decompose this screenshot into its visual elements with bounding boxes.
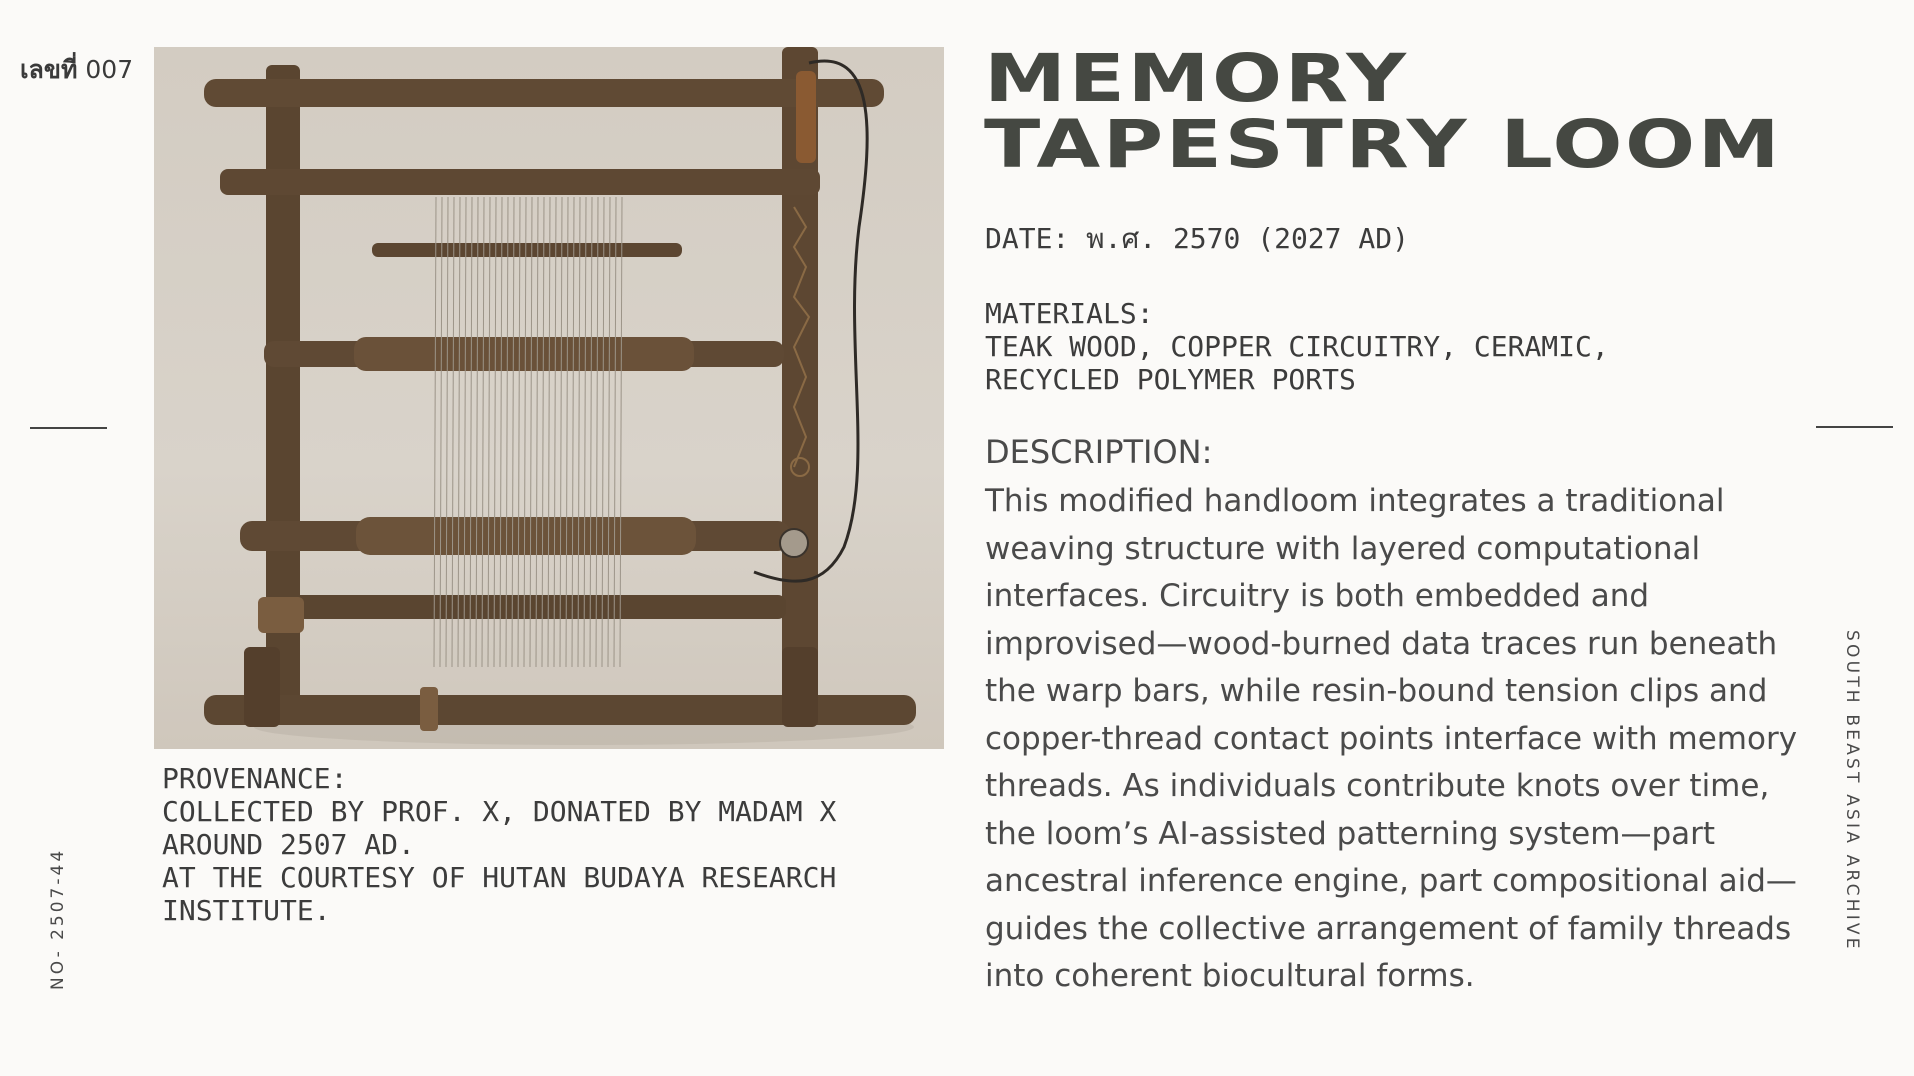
materials-line-1: TEAK WOOD, COPPER CIRCUITRY, CERAMIC, <box>985 330 1609 363</box>
provenance-line: INSTITUTE. <box>162 894 331 927</box>
catalog-prefix: เลขที่ <box>20 55 78 84</box>
materials-heading: MATERIALS: <box>985 297 1154 330</box>
divider-left <box>30 427 107 429</box>
side-text-left: NO- 2507-44 <box>48 847 68 990</box>
title-line-2: TAPESTRY LOOM <box>984 106 1783 183</box>
provenance-line: AROUND 2507 AD. <box>162 828 415 861</box>
page-title <box>984 40 1783 183</box>
catalog-number <box>20 50 133 90</box>
description-text: This modified handloom integrates a traditional weaving structure with layered computational interfaces. Circuitry is both embedded and improvised—wood-burned data traces run beneath the warp bars, while resin-bound tension clips and copper-thread contact points interface with memory threads. As individuals contribute knots over time, the loom’s AI-assisted patterning system—part ancestral inference engine, part compositional aid—guides the collective arrangement of family threads into coherent biocultural forms. <box>985 483 1798 994</box>
side-text-right: SOUTH BEAST ASIA ARCHIVE <box>1842 630 1862 952</box>
provenance-line: AT THE COURTESY OF HUTAN BUDAYA RESEARCH <box>162 861 837 894</box>
title-line-1: MEMORY <box>984 40 1409 117</box>
materials-block <box>985 297 1609 396</box>
provenance-block <box>162 762 922 927</box>
provenance-heading: PROVENANCE: <box>162 762 348 795</box>
catalog-number-value: 007 <box>85 55 134 84</box>
description-heading: DESCRIPTION: <box>985 433 1213 471</box>
date-line: DATE: พ.ศ. 2570 (2027 AD) <box>985 222 1409 255</box>
loom-photo <box>154 47 944 749</box>
divider-right <box>1816 426 1893 428</box>
materials-line-2: RECYCLED POLYMER PORTS <box>985 363 1356 396</box>
provenance-line: COLLECTED BY PROF. X, DONATED BY MADAM X <box>162 795 837 828</box>
loom-illustration <box>154 47 944 749</box>
